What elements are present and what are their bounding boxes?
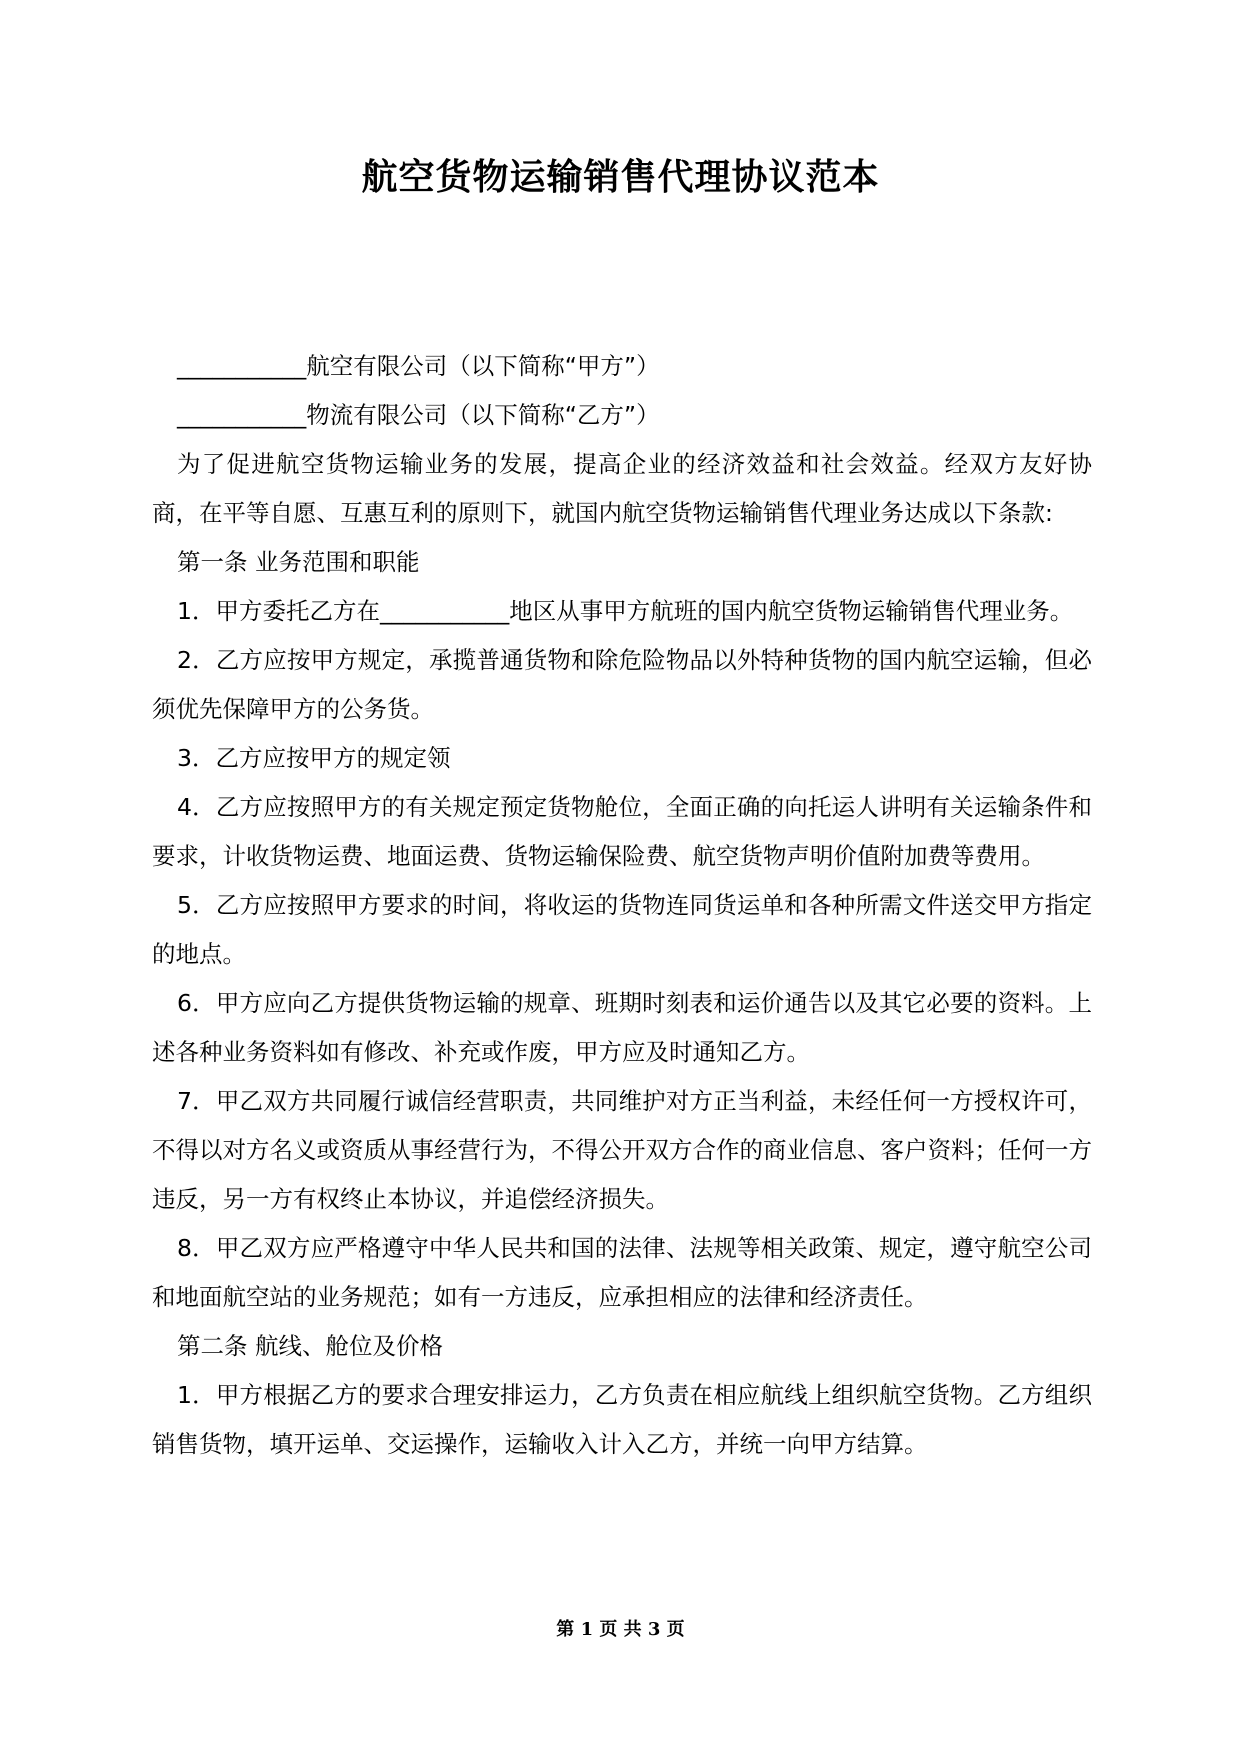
page-footer: 第 1 页 共 3 页 <box>556 1619 685 1640</box>
section-heading-1: 第一条 业务范围和职能 <box>177 548 420 576</box>
clause-1-6: 6．甲方应向乙方提供货物运输的规章、班期时刻表和运价通告以及其它必要的资料。上述各种业务资料如有修改、补充或作废，甲方应及时通知乙方。 <box>152 989 1092 1066</box>
document-title: 航空货物运输销售代理协议范本 <box>361 157 880 198</box>
clause-1-8: 8．甲乙双方应严格遵守中华人民共和国的法律、法规等相关政策、规定，遵守航空公司和地面航空站的业务规范；如有一方违反，应承担相应的法律和经济责任。 <box>152 1234 1092 1311</box>
clause-1-4: 4．乙方应按照甲方的有关规定预定货物舱位，全面正确的向托运人讲明有关运输条件和要求，计收货物运费、地面运费、货物运输保险费、航空货物声明价值附加费等费用。 <box>152 793 1092 870</box>
clause-1-7: 7．甲乙双方共同履行诚信经营职责，共同维护对方正当利益，未经任何一方授权许可，不得以对方名义或资质从事经营行为，不得公开双方合作的商业信息、客户资料；任何一方违反，另一方有权终止本协议，并追偿经济损失。 <box>152 1087 1092 1213</box>
clause-1-2: 2．乙方应按甲方规定，承揽普通货物和除危险物品以外特种货物的国内航空运输，但必须优先保障甲方的公务货。 <box>152 646 1092 723</box>
paragraph-preamble: 为了促进航空货物运输业务的发展，提高企业的经济效益和社会效益。经双方友好协商，在平等自愿、互惠互利的原则下，就国内航空货物运输销售代理业务达成以下条款: <box>152 450 1092 527</box>
paragraph-party-b: ___________物流有限公司（以下简称“乙方”） <box>177 401 660 429</box>
clause-2-1: 1．甲方根据乙方的要求合理安排运力，乙方负责在相应航线上组织航空货物。乙方组织销售货物，填开运单、交运操作，运输收入计入乙方，并统一向甲方结算。 <box>152 1381 1092 1458</box>
section-heading-2: 第二条 航线、舱位及价格 <box>177 1332 443 1360</box>
paragraph-party-a: ___________航空有限公司（以下简称“甲方”） <box>177 352 660 380</box>
clause-1-5: 5．乙方应按照甲方要求的时间，将收运的货物连同货运单和各种所需文件送交甲方指定的地点。 <box>152 891 1092 968</box>
clause-1-1: 1．甲方委托乙方在___________地区从事甲方航班的国内航空货物运输销售代理业务。 <box>177 597 1074 625</box>
clause-1-3: 3．乙方应按甲方的规定领 <box>177 744 451 772</box>
document-body <box>152 342 1092 1469</box>
